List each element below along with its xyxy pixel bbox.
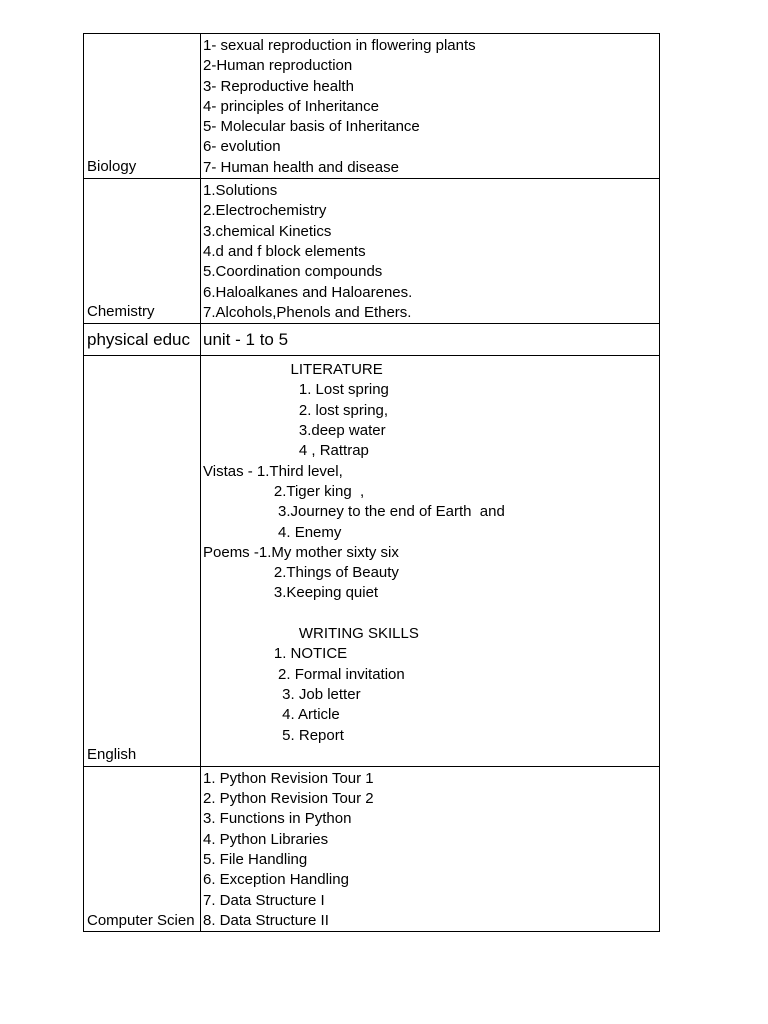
topic-line: 1. Lost spring [203,381,389,399]
topic-line: 2.Tiger king , [203,482,365,500]
topic-line: 2.Things of Beauty [203,564,399,582]
topic-line: Vistas - 1.Third level, [203,462,343,480]
table-row-english [84,355,659,766]
topic-line: 1.Solutions [203,182,278,200]
topic-line: 3.chemical Kinetics [203,222,332,240]
topic-line: 2. lost spring, [203,401,389,419]
topics-cell: unit - 1 to 5 [203,329,289,349]
table-row-computer-science [84,766,659,931]
table-row-chemistry [84,178,659,323]
topic-line: 3. Functions in Python [203,810,352,828]
subject-cell: physical educ [84,324,201,355]
subject-cell: Chemistry [84,179,201,323]
topic-line: 6- evolution [203,138,281,156]
topic-line: 1. Python Revision Tour 1 [203,769,374,787]
topic-line: 6. Exception Handling [203,871,349,889]
topic-line: Poems -1.My mother sixty six [203,543,399,561]
topic-line: 3.Journey to the end of Earth and [203,503,505,521]
topic-line: 5- Molecular basis of Inheritance [203,118,420,136]
topic-line: 4- principles of Inheritance [203,97,379,115]
topic-line: WRITING SKILLS [203,625,419,643]
topics-cell [201,767,659,931]
table-row-biology [84,34,659,178]
topic-line: 1. NOTICE [203,645,348,663]
topic-line: 3.deep water [203,422,386,440]
topic-line: LITERATURE [203,361,383,379]
topic-line: 7- Human health and disease [203,158,399,176]
topic-line: 7.Alcohols,Phenols and Ethers. [203,303,412,321]
topic-line: 4. Article [203,706,340,724]
topics-cell [201,179,659,323]
topic-line: 2. Formal invitation [203,665,405,683]
topic-line: 5.Coordination compounds [203,263,383,281]
topic-line: 4. Enemy [203,523,342,541]
topic-line: 4 , Rattrap [203,442,369,460]
topic-line: 7. Data Structure I [203,891,325,909]
subject-cell: Biology [84,34,201,178]
table-row-physical-education [84,323,659,355]
topic-line: 2-Human reproduction [203,57,353,75]
topic-line: 4.d and f block elements [203,242,366,260]
topic-line [203,604,659,624]
topic-line: 8. Data Structure II [203,911,329,929]
topics-cell [201,34,659,178]
topics-cell [201,356,659,766]
topic-line: 6.Haloalkanes and Haloarenes. [203,283,413,301]
syllabus-table [83,33,660,932]
topic-line: 3- Reproductive health [203,77,354,95]
topic-line: 3.Keeping quiet [203,584,379,602]
topic-line: 3. Job letter [203,685,361,703]
topic-line: 4. Python Libraries [203,830,329,848]
topic-line: 2.Electrochemistry [203,202,327,220]
topic-line: 5. Report [203,726,344,744]
topic-line: 5. File Handling [203,850,308,868]
topic-line: 1- sexual reproduction in flowering plants [203,37,476,54]
subject-cell: Computer Scien [84,767,201,931]
topic-line: 2. Python Revision Tour 2 [203,790,374,808]
subject-cell: English [84,356,201,766]
